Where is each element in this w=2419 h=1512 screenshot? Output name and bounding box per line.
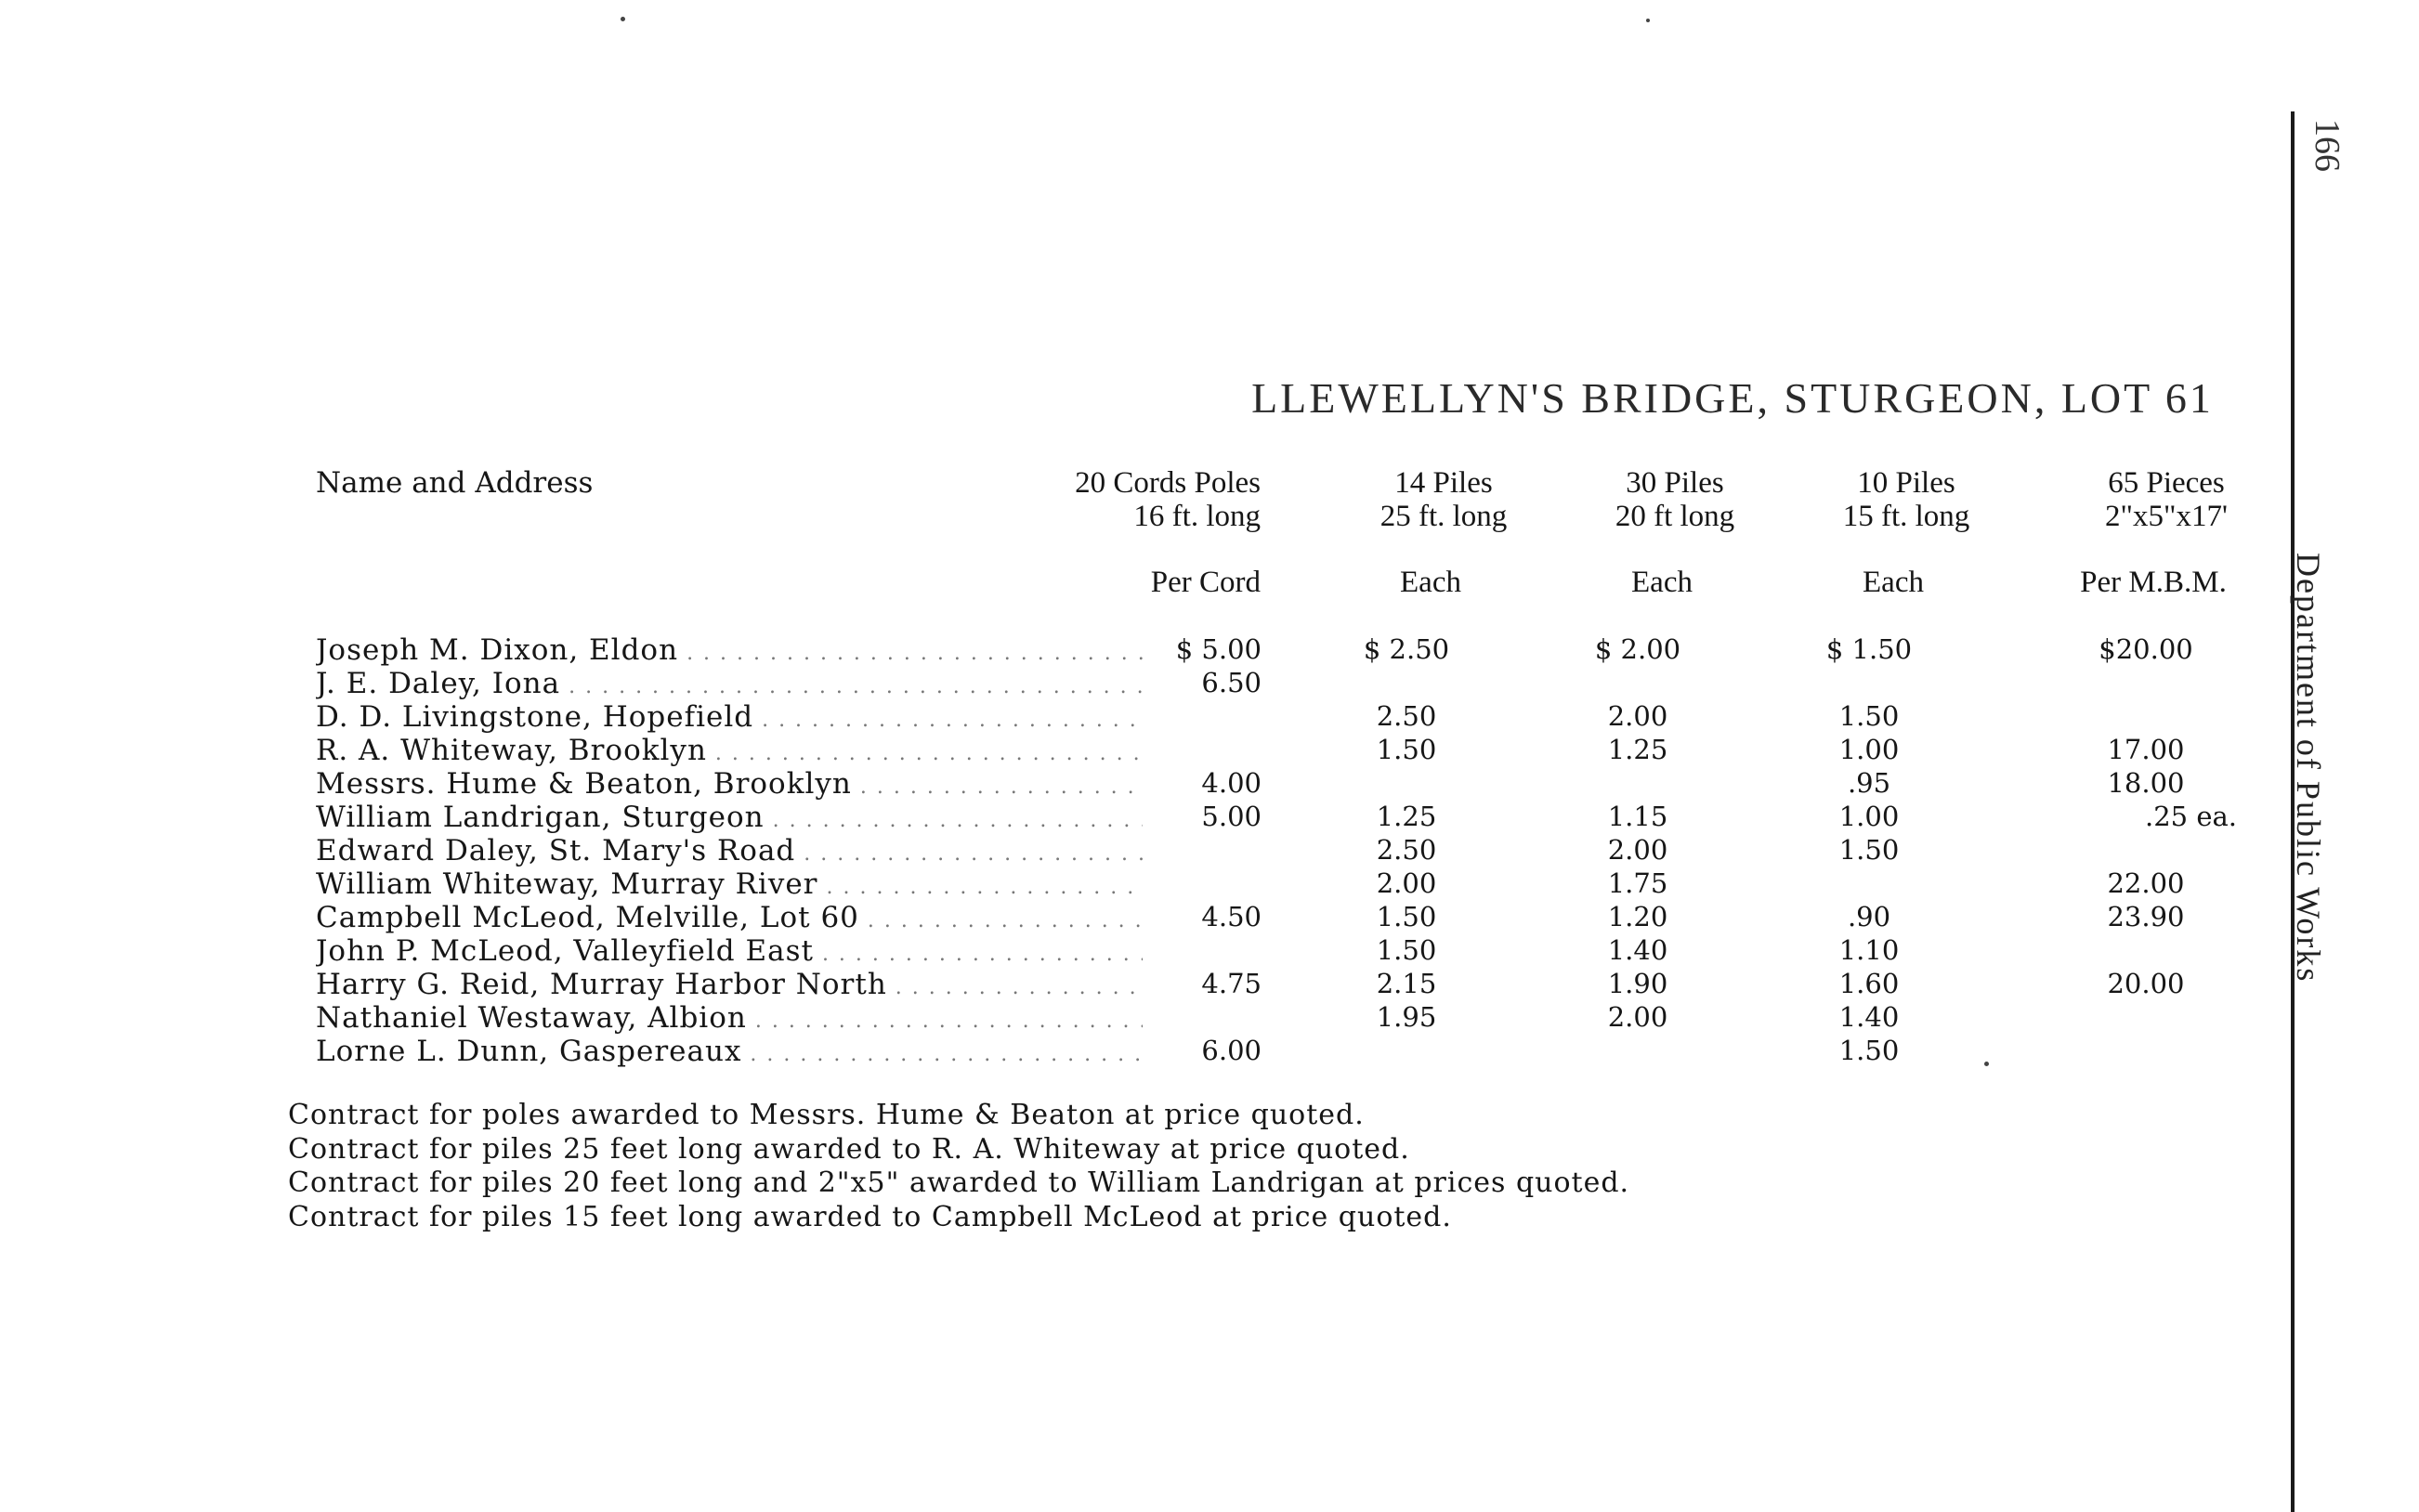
price-pieces: 23.90 [2107, 901, 2185, 932]
price-piles15: 1.00 [1838, 801, 1900, 832]
column-header-line1: 65 Pieces [2108, 466, 2225, 500]
contract-note: Contract for piles 20 feet long and 2"x5" awarded to William Landrigan at prices quoted. [288, 1167, 1630, 1199]
table-row [0, 700, 2419, 734]
column-header-line2: 2"x5"x17' [2105, 500, 2228, 533]
price-piles25: 1.50 [1376, 734, 1437, 765]
bidder-name: Harry G. Reid, Murray Harbor North . . . [316, 968, 1143, 1001]
bidder-name: Messrs. Hume & Beaton, Brooklyn . . . [316, 767, 1143, 801]
table-row [0, 633, 2419, 667]
column-header-line1: 14 Piles [1394, 466, 1493, 500]
bidder-name: Edward Daley, St. Mary's Road . . . [316, 834, 1143, 867]
bidder-name: J. E. Daley, Iona . . . [316, 667, 1143, 700]
price-piles15: 1.60 [1838, 968, 1900, 999]
page-number: 166 [2308, 119, 2347, 172]
price-pieces: 17.00 [2107, 734, 2185, 765]
column-header-pieces [2008, 466, 2324, 533]
tender-table [0, 633, 2419, 1068]
column-header-line2: 15 ft. long [1842, 500, 1970, 533]
column-header-line1: 10 Piles [1857, 466, 1955, 500]
contract-notes [288, 1099, 1629, 1234]
price-poles: 5.00 [1201, 801, 1262, 832]
contract-note: Contract for poles awarded to Messrs. Hume & Beaton at price quoted. [288, 1099, 1365, 1131]
price-pieces: 20.00 [2107, 968, 2185, 999]
price-piles25: 2.50 [1376, 834, 1437, 866]
price-piles15: 1.50 [1838, 1035, 1900, 1066]
price-poles: 4.50 [1201, 901, 1262, 932]
price-piles15: .90 [1847, 901, 1891, 932]
contract-note: Contract for piles 15 feet long awarded to Campbell McLeod at price quoted. [288, 1200, 1452, 1233]
bidder-name: Campbell McLeod, Melville, Lot 60 . . . [316, 901, 1143, 934]
price-piles15: 1.50 [1838, 700, 1900, 732]
price-piles20: 2.00 [1607, 700, 1668, 732]
unit-label-poles: Per Cord [1150, 566, 1261, 599]
column-header-poles [945, 466, 1261, 533]
table-row [0, 1035, 2419, 1068]
price-piles20: 1.90 [1607, 968, 1668, 999]
price-piles15: 1.00 [1838, 734, 1900, 765]
column-header-line1: 30 Piles [1626, 466, 1724, 500]
price-piles25: 1.25 [1376, 801, 1437, 832]
price-poles: $ 5.00 [1175, 633, 1262, 665]
table-row [0, 734, 2419, 767]
price-piles25: $ 2.50 [1363, 633, 1450, 665]
price-piles20: 2.00 [1607, 1001, 1668, 1033]
price-poles: 6.00 [1201, 1035, 1262, 1066]
price-piles15: 1.40 [1838, 1001, 1900, 1033]
bidder-name: William Landrigan, Sturgeon . . . [316, 801, 1143, 834]
bidder-name: Lorne L. Dunn, Gaspereaux . . . [316, 1035, 1143, 1068]
bidder-name: William Whiteway, Murray River . . . [316, 867, 1143, 901]
table-row [0, 801, 2419, 834]
unit-label-piles25: Each [1400, 566, 1461, 599]
price-pieces: 22.00 [2107, 867, 2185, 899]
price-piles20: 1.15 [1607, 801, 1668, 832]
price-piles25: 1.50 [1376, 934, 1437, 966]
contract-note: Contract for piles 25 feet long awarded to R. A. Whiteway at price quoted. [288, 1132, 1410, 1166]
price-piles20: 1.40 [1607, 934, 1668, 966]
price-piles15: 1.10 [1838, 934, 1900, 966]
price-piles25: 1.95 [1376, 1001, 1437, 1033]
price-piles15: $ 1.50 [1825, 633, 1913, 665]
price-piles15: .95 [1847, 767, 1891, 799]
price-piles20: 1.25 [1607, 734, 1668, 765]
table-row [0, 968, 2419, 1001]
scan-speck [621, 17, 625, 21]
unit-label-piles20: Each [1631, 566, 1693, 599]
table-row [0, 834, 2419, 867]
price-piles25: 1.50 [1376, 901, 1437, 932]
bidder-name: D. D. Livingstone, Hopefield . . . [316, 700, 1143, 734]
price-pieces: 18.00 [2107, 767, 2185, 799]
price-piles25: 2.15 [1376, 968, 1437, 999]
running-head: Department of Public Works [2290, 553, 2327, 984]
price-piles20: 2.00 [1607, 834, 1668, 866]
price-piles20: 1.20 [1607, 901, 1668, 932]
table-row [0, 767, 2419, 801]
price-piles20: $ 2.00 [1594, 633, 1681, 665]
bidder-name: Joseph M. Dixon, Eldon . . . [316, 633, 1143, 667]
column-header-line2: 25 ft. long [1379, 500, 1508, 533]
table-row [0, 667, 2419, 700]
scan-speck [1984, 1062, 1989, 1066]
bidder-name: John P. McLeod, Valleyfield East . . . [316, 934, 1143, 968]
name-column-header: Name and Address [316, 466, 594, 500]
price-poles: 4.75 [1201, 968, 1262, 999]
column-header-line2: 20 ft long [1615, 500, 1735, 533]
unit-label-piles15: Each [1863, 566, 1924, 599]
page-title: LLEWELLYN'S BRIDGE, STURGEON, LOT 61 [1251, 374, 2214, 422]
table-row [0, 1001, 2419, 1035]
bidder-name: Nathaniel Westaway, Albion . . . [316, 1001, 1143, 1035]
table-row [0, 934, 2419, 968]
price-poles: 6.50 [1201, 667, 1262, 698]
price-pieces: $20.00 [2099, 633, 2193, 665]
price-pieces: .25 ea. [2144, 801, 2237, 832]
table-row [0, 867, 2419, 901]
bidder-name: R. A. Whiteway, Brooklyn . . . [316, 734, 1143, 767]
column-header-line1: 20 Cords Poles [1075, 466, 1261, 500]
scan-speck [1646, 19, 1650, 22]
price-piles20: 1.75 [1607, 867, 1668, 899]
price-piles25: 2.50 [1376, 700, 1437, 732]
unit-label-pieces: Per M.B.M. [2080, 566, 2227, 599]
price-piles15: 1.50 [1838, 834, 1900, 866]
price-poles: 4.00 [1201, 767, 1262, 799]
column-header-line2: 16 ft. long [1133, 500, 1261, 533]
table-row [0, 901, 2419, 934]
price-piles25: 2.00 [1376, 867, 1437, 899]
